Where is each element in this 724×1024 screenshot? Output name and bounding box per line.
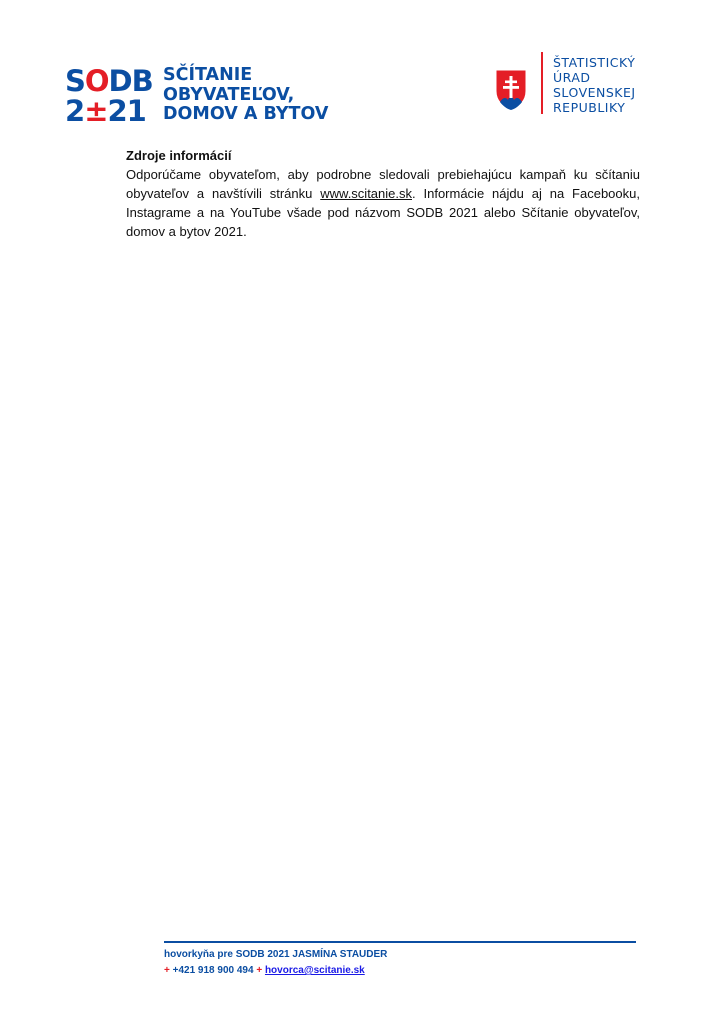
footer-plus-1: +: [164, 965, 170, 976]
footer-email-link[interactable]: hovorca@scitanie.sk: [264, 965, 365, 976]
paragraph-text-start: Odporúčame obyvateľom, aby podrobne sledovali prebiehajúcu kampaň ku sčítaniu obyvateľov a navštívili stránku: [126, 167, 640, 201]
website-link[interactable]: www.scitanie.sk: [320, 186, 412, 201]
slovak-coat-of-arms-icon: [495, 69, 527, 111]
campaign-line-2: OBYVATEĽOV,: [163, 84, 295, 105]
footer-contact: [164, 964, 365, 978]
office-line-4: REPUBLIKY: [553, 100, 626, 115]
paragraph-text-end: . Informácie nájdu aj na Facebooku, Instagrame a na YouTube všade pod názvom SODB 2021 alebo Sčítanie obyvateľov, domov a bytov 2021.: [126, 186, 640, 239]
sodb-logo: [65, 64, 153, 128]
campaign-line-3: DOMOV A BYTOV: [163, 104, 329, 124]
office-line-2: ÚRAD: [553, 70, 591, 85]
footer-phone: +421 918 900 494: [172, 965, 254, 976]
footer-spokesperson: hovorkyňa pre SODB 2021 JASMÍNA STAUDER: [164, 949, 388, 960]
section-paragraph: [126, 165, 640, 241]
footer-divider: [164, 941, 636, 943]
office-line-3: SLOVENSKEJ: [553, 85, 636, 100]
sodb-logo-bottom: 2±21: [65, 94, 146, 128]
logo-divider: [541, 52, 543, 114]
campaign-name: [163, 66, 328, 125]
office-line-1: ŠTATISTICKÝ: [553, 55, 636, 70]
footer-plus-2: +: [256, 965, 263, 976]
section-title: Zdroje informácií: [126, 148, 232, 163]
statistical-office-name: [553, 55, 636, 115]
campaign-line-1: SČÍTANIE: [163, 65, 253, 85]
sodb-logo-top: SODB: [65, 64, 153, 98]
